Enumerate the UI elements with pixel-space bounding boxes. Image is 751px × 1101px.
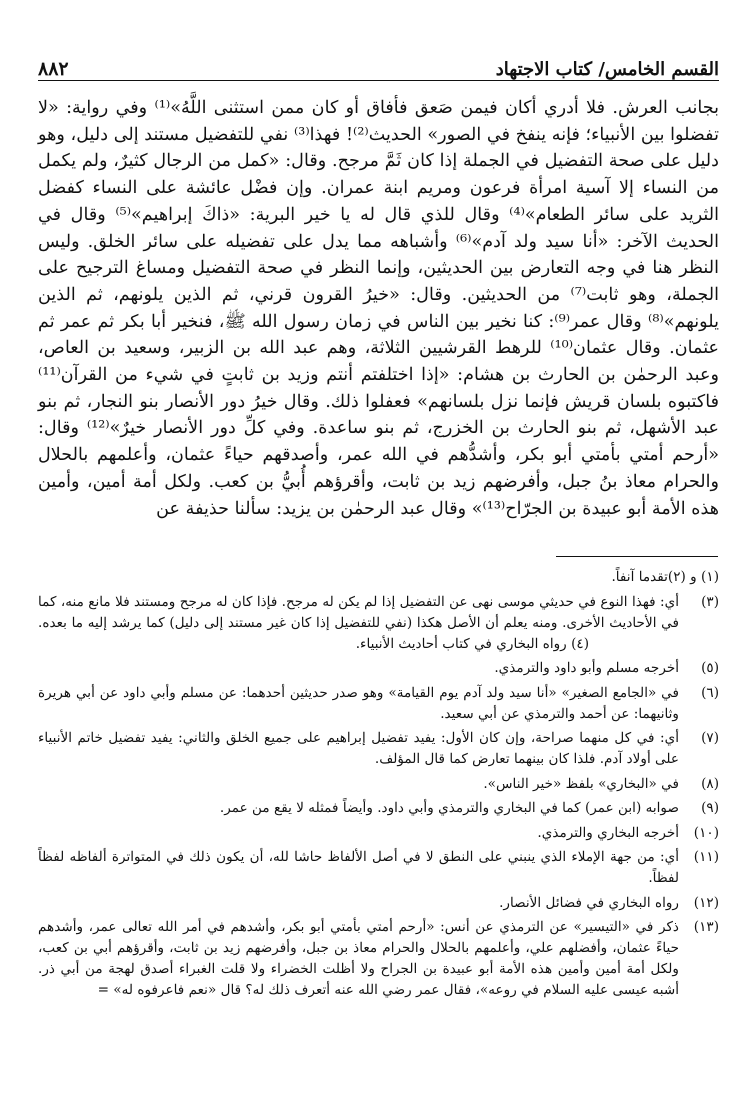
footnote-text: أخرجه مسلم وأبو داود والترمذي. xyxy=(494,660,679,677)
footnote-number: (٨) xyxy=(701,775,719,792)
footnote-number: (١٣) xyxy=(693,919,719,936)
footnote xyxy=(38,798,719,819)
footnote-text: أي: من جهة الإملاء الذي ينبني على النطق لا في أصل الألفاظ حاشا لله، أن يكون ذلك في المتواترة ألفاظه لفظاً لفظاً. xyxy=(38,849,679,887)
footnote-text: أخرجه البخاري والترمذي. xyxy=(537,824,679,841)
main-text: بجانب العرش. فلا أدري أكان فيمن صَعق فأفاق أو كان ممن استثنى اللَّهُ»⁽¹⁾ وفي رواية: «لا تفضلوا بين الأنبياء؛ فإنه ينفخ في الصور» الحديث⁽²⁾! فهذا⁽³⁾ نفي للتفضيل مستند إلى دليل، وهو دليل على صحة التفضيل في الجملة إذا كان ثَمَّ مرجح. وقال: «كمل من الرجال كثيرٌ، ولم يكمل من النساء إلا آسية امرأة فرعون ومريم ابنة عمران. وإن فضْل عائشة على النساء كفضل الثريد على سائر الطعام»⁽⁴⁾ وقال للذي قال له يا خير البرية: «ذاكَ إبراهيم»⁽⁵⁾ وقال في الحديث الآخر: «أنا سيد ولد آدم»⁽⁶⁾ وأشباهه مما يدل على تفضيله على سائر الخلق. وليس النظر هنا في وجه التعارض بين الحديثين، وإنما النظر في صحة التفضيل ومساغ الترجيح على الجملة، وهو ثابت⁽⁷⁾ من الحديثين. وقال: «خيرُ القرون قرني، ثم الذين يلونهم، ثم الذين يلونهم»⁽⁸⁾ وقال عمر⁽⁹⁾: كنا نخير بين الناس في زمان رسول الله ﷺ، فنخير أبا بكر ثم عمر ثم عثمان. وقال عثمان⁽¹⁰⁾ للرهط القرشيين الثلاثة، وهم عبد الله بن الزبير، وسعيد بن العاص، وعبد الرحمٰن بن الحارث بن هشام: «إذا اختلفتم أنتم وزيد بن ثابتٍ في شيء من القرآن⁽¹¹⁾ فاكتبوه بلسان قريش فإنما نزل بلسانهم» فعفلوا ذلك. وقال خيرُ دور الأنصار بنو النجار، ثم بنو عبد الأشهل، ثم بنو الحارث بن الخزرج، ثم بنو ساعدة. وفي كلِّ دور الأنصار خيرٌ»⁽¹²⁾ وقال: «أرحم أمتي بأمتي أبو بكر، وأشدُّهم في الله عمر، وأصدقهم حياءً عثمان، وأعلمهم بالحلال والحرام معاذ بنُ جبل، وأفرضهم زيد بن ثابت، وأقرؤهم أُبيُّ بن كعب. ولكل أمة أمين، وأمين هذه الأمة أبو عبيدة بن الجرّاح⁽¹³⁾» وقال عبد الرحمٰن بن يزيد: سألنا حذيفة عن xyxy=(38,98,719,519)
footnote-text xyxy=(38,592,679,655)
footnote-number: (١٢) xyxy=(693,894,719,911)
footnote-number: (٥) xyxy=(701,660,719,677)
footnote xyxy=(38,823,719,844)
footnote-separator xyxy=(556,556,718,557)
footnote-text: رواه البخاري في فضائل الأنصار. xyxy=(499,894,679,911)
footnote xyxy=(38,847,719,889)
footnote-number: (١١) xyxy=(693,849,719,866)
footnotes xyxy=(38,567,719,1005)
footnote-number: (٦) xyxy=(701,684,719,701)
footnote xyxy=(38,567,719,588)
footnote-text-inline: رواه البخاري في كتاب أحاديث الأنبياء. xyxy=(355,635,567,652)
footnote xyxy=(38,592,719,655)
running-header xyxy=(38,50,719,81)
book-page xyxy=(38,50,719,1008)
footnote-text: تقدما آنفاً. xyxy=(611,569,668,586)
footnote-number-inline: (٤) xyxy=(571,635,589,652)
footnote-number: (١) و (٢) xyxy=(667,569,719,586)
footnote xyxy=(38,893,719,914)
footnote-text: صوابه (ابن عمر) كما في البخاري والترمذي وأبي داود. وأيضاً فمثله لا يقع من عمر. xyxy=(219,800,679,817)
footnote-number: (١٠) xyxy=(693,824,719,841)
footnote-text-main: أي: فهذا النوع في حديثي موسى نهى عن التفضيل إذا لم يكن له مرجح. فإذا كان له مرجح ومستند فلا مانع منه، كما في الأحاديث الأخرى. ومنه يعلم أن الأصل هكذا (نفي للتفضيل إذا كان غير مستند إلى دليل) كما يرشد إليه ما بعده. xyxy=(38,593,679,631)
footnote xyxy=(38,683,719,725)
page-number: ٨٨٢ xyxy=(38,58,69,80)
header-title: القسم الخامس/ كتاب الاجتهاد xyxy=(495,59,719,80)
footnote-text: في «الجامع الصغير» «أنا سيد ولد آدم يوم القيامة» وهو صدر حديثين أحدهما: عن مسلم وأبي داود عن أبي هريرة وثانيهما: عن أحمد والترمذي عن أبي سعيد. xyxy=(38,684,679,722)
footnote-number: (٣) xyxy=(701,593,719,610)
footnote xyxy=(38,774,719,795)
footnote-number: (٧) xyxy=(701,730,719,747)
footnote xyxy=(38,658,719,679)
footnote-text: ذكر في «التيسير» عن الترمذي عن أنس: «أرحم أمتي بأمتي أبو بكر، وأشدهم في أمر الله تعالى عمر، وأشدهم حياءً عثمان، وأفضلهم علي، وأعلمهم بالحلال والحرام معاذ بن جبل، وأفرضهم زيد بن ثابت، وأقرؤهم أبي بن كعب، ولكل أمة أمين وأمين هذه الأمة أبو عبيدة بن الجراح ولا أظلت الخضراء ولا قلت الغبراء أصدق لهجة من أبي ذر. أشبه عيسى عليه السلام في روعه»، فقال عمر رضي الله عنه أتعرف ذلك له؟ قال «نعم فاعرفوه له» = xyxy=(38,919,679,999)
footnote xyxy=(38,728,719,770)
footnote xyxy=(38,917,719,1001)
footnote-number: (٩) xyxy=(701,800,719,817)
footnote-text: أي: في كل منهما صراحة، وإن كان الأول: يفيد تفضيل إبراهيم على جميع الخلق والثاني: يفيد تفضيل خاتم الأنبياء على أولاد آدم. فلذا كان بينهما تعارض كما قال المؤلف. xyxy=(38,730,679,768)
footnote-text: في «البخاري» بلفظ «خير الناس». xyxy=(483,775,679,792)
